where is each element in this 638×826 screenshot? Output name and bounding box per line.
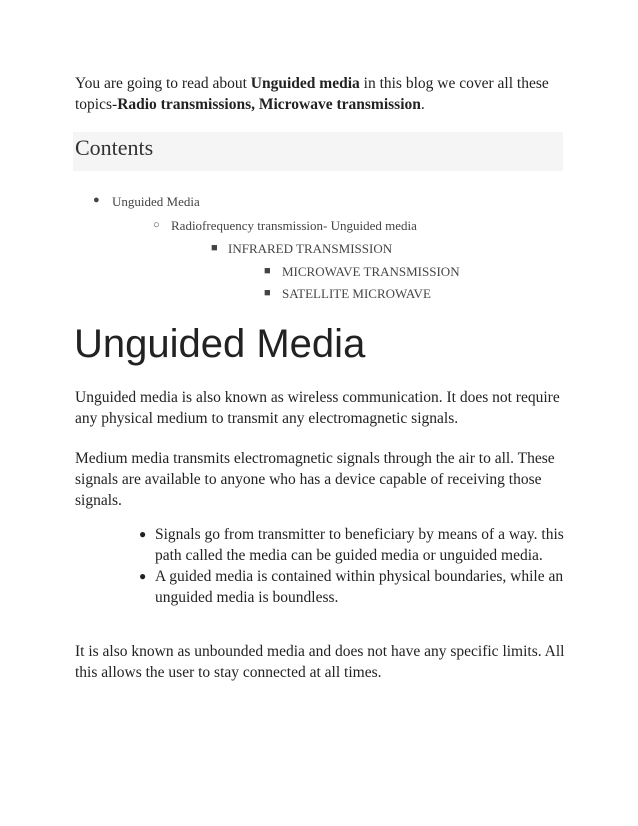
toc-item-microwave[interactable]: MICROWAVE TRANSMISSION [282, 264, 460, 279]
toc-bullet: ○ [153, 219, 160, 231]
toc-bullet: ● [93, 194, 100, 206]
list-bullet: ● [139, 569, 147, 583]
intro-suffix: . [420, 96, 425, 113]
toc-bullet: ■ [264, 287, 271, 299]
list-item [140, 524, 570, 566]
intro-prefix: You are going to read about [75, 75, 251, 92]
paragraph-closing: It is also known as unbounded media and does not have any specific limits. All this allows the user to stay connected at all times. [75, 643, 565, 681]
contents-title: Contents [75, 135, 154, 160]
list-item [140, 566, 570, 608]
table-of-contents [0, 0, 638, 300]
intro-bold-topic: Unguided media [250, 75, 360, 92]
list-bullet: ● [139, 527, 147, 541]
paragraph-medium-media: Medium media transmits electromagnetic signals through the air to all. These signals are available to anyone who has a device capable of receiving those signals. [75, 450, 555, 509]
toc-item-infrared[interactable]: INFRARED TRANSMISSION [228, 241, 393, 256]
bullet-list [140, 524, 570, 608]
toc-item-satellite[interactable]: SATELLITE MICROWAVE [282, 286, 431, 301]
section-heading: Unguided Media [74, 322, 366, 366]
intro-bold-topics: Radio transmissions, Microwave transmission [117, 96, 421, 113]
list-item-text: A guided media is contained within physical boundaries, while an unguided media is boundless. [155, 568, 564, 606]
intro-middle: in this blog we cover all these topics- [75, 75, 549, 113]
paragraph-definition: Unguided media is also known as wireless communication. It does not require any physical medium to transmit any electromagnetic signals. [75, 389, 560, 427]
toc-bullet: ■ [211, 242, 218, 254]
toc-item-radiofrequency[interactable]: Radiofrequency transmission- Unguided media [171, 218, 417, 233]
list-item-text: Signals go from transmitter to beneficiary by means of a way. this path called the media can be guided media or unguided media. [155, 526, 564, 564]
toc-bullet: ■ [264, 265, 271, 277]
toc-item-unguided-media[interactable]: Unguided Media [112, 194, 200, 209]
